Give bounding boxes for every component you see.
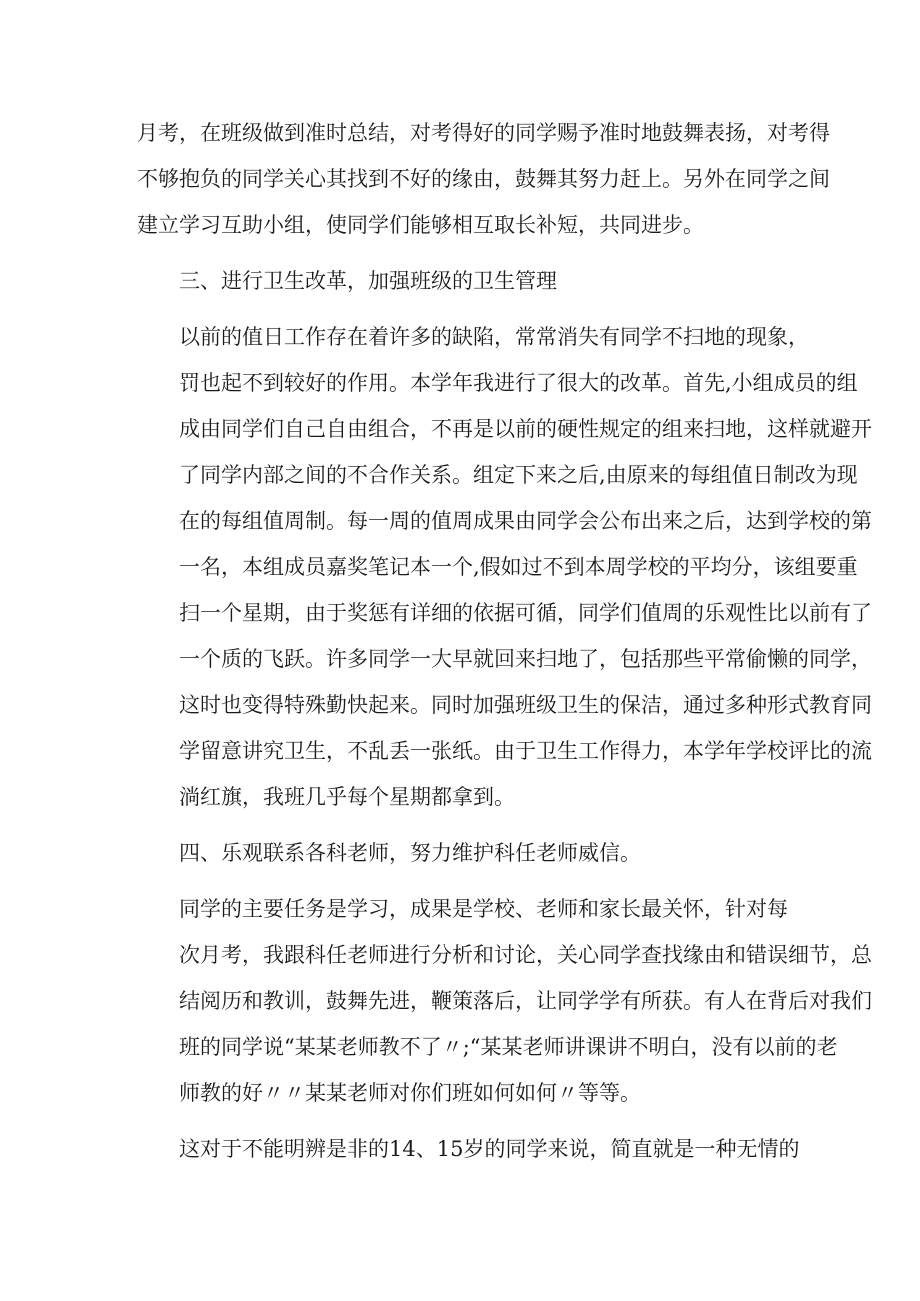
text-line: 淌红旗，我班几乎每个星期都拿到。 — [179, 785, 515, 809]
text-line: 了同学内部之间的不合作关系。组定下来之后,由原来的每组值日制改为现 — [179, 463, 858, 487]
document-body — [137, 110, 872, 1182]
text-line: 成由同学们自己自由组合，不再是以前的硬性规定的组来扫地，这样就避开 — [179, 417, 872, 441]
paragraph — [137, 886, 872, 1116]
paragraph — [137, 314, 872, 820]
text-line: 次月考，我跟科任老师进行分析和讨论，关心同学查找缘由和错误细节，总 — [179, 943, 872, 967]
text-line: 不够抱负的同学关心其找到不好的缘由，鼓舞其努力赶上。另外在同学之间 — [137, 167, 830, 191]
text-line: 一个质的飞跃。许多同学一大早就回来扫地了，包括那些平常偷懒的同学， — [179, 647, 872, 671]
text-line: 这时也变得特殊勤快起来。同时加强班级卫生的保洁，通过多种形式教育同 — [179, 693, 872, 717]
paragraph-continued — [137, 110, 830, 248]
text-line: 扫一个星期，由于奖惩有详细的依据可循，同学们值周的乐观性比以前有了 — [179, 601, 872, 625]
paragraph — [137, 1126, 800, 1172]
text-line: 这对于不能明辨是非的14、15岁的同学来说，简直就是一种无情的 — [179, 1137, 800, 1161]
text-line: 建立学习互助小组，使同学们能够相互取长补短，共同进步。 — [137, 213, 704, 237]
section-heading-4 — [137, 830, 792, 876]
text-line: 师教的好〃〃某某老师对你们班如何如何〃等等。 — [179, 1081, 641, 1105]
text-line: 学留意讲究卫生，不乱丢一张纸。由于卫生工作得力，本学年学校评比的流 — [179, 739, 872, 763]
text-line: 月考，在班级做到准时总结，对考得好的同学赐予准时地鼓舞表扬，对考得 — [137, 121, 830, 145]
text-line: 罚也起不到较好的作用。本学年我进行了很大的改革。首先,小组成员的组 — [179, 371, 858, 395]
heading-text: 三、进行卫生改革，加强班级的卫生管理 — [179, 269, 557, 293]
text-line: 在的每组值周制。每一周的值周成果由同学会公布出来之后，达到学校的第 — [179, 509, 872, 533]
text-line: 结阅历和教训，鼓舞先进，鞭策落后，让同学学有所获。有人在背后对我们 — [179, 989, 872, 1013]
text-line: 班的同学说“某某老师教不了〃;“某某老师讲课讲不明白，没有以前的老 — [179, 1035, 838, 1059]
text-line: 以前的值日工作存在着许多的缺陷，常常消失有同学不扫地的现象， — [179, 325, 809, 349]
text-line: 同学的主要任务是学习，成果是学校、老师和家长最关怀，针对每 — [179, 897, 788, 921]
heading-text: 四、乐观联系各科老师，努力维护科任老师威信。 — [179, 841, 641, 865]
section-heading-3 — [137, 258, 792, 304]
text-line: 一名，本组成员嘉奖笔记本一个,假如过不到本周学校的平均分，该组要重 — [179, 555, 858, 579]
